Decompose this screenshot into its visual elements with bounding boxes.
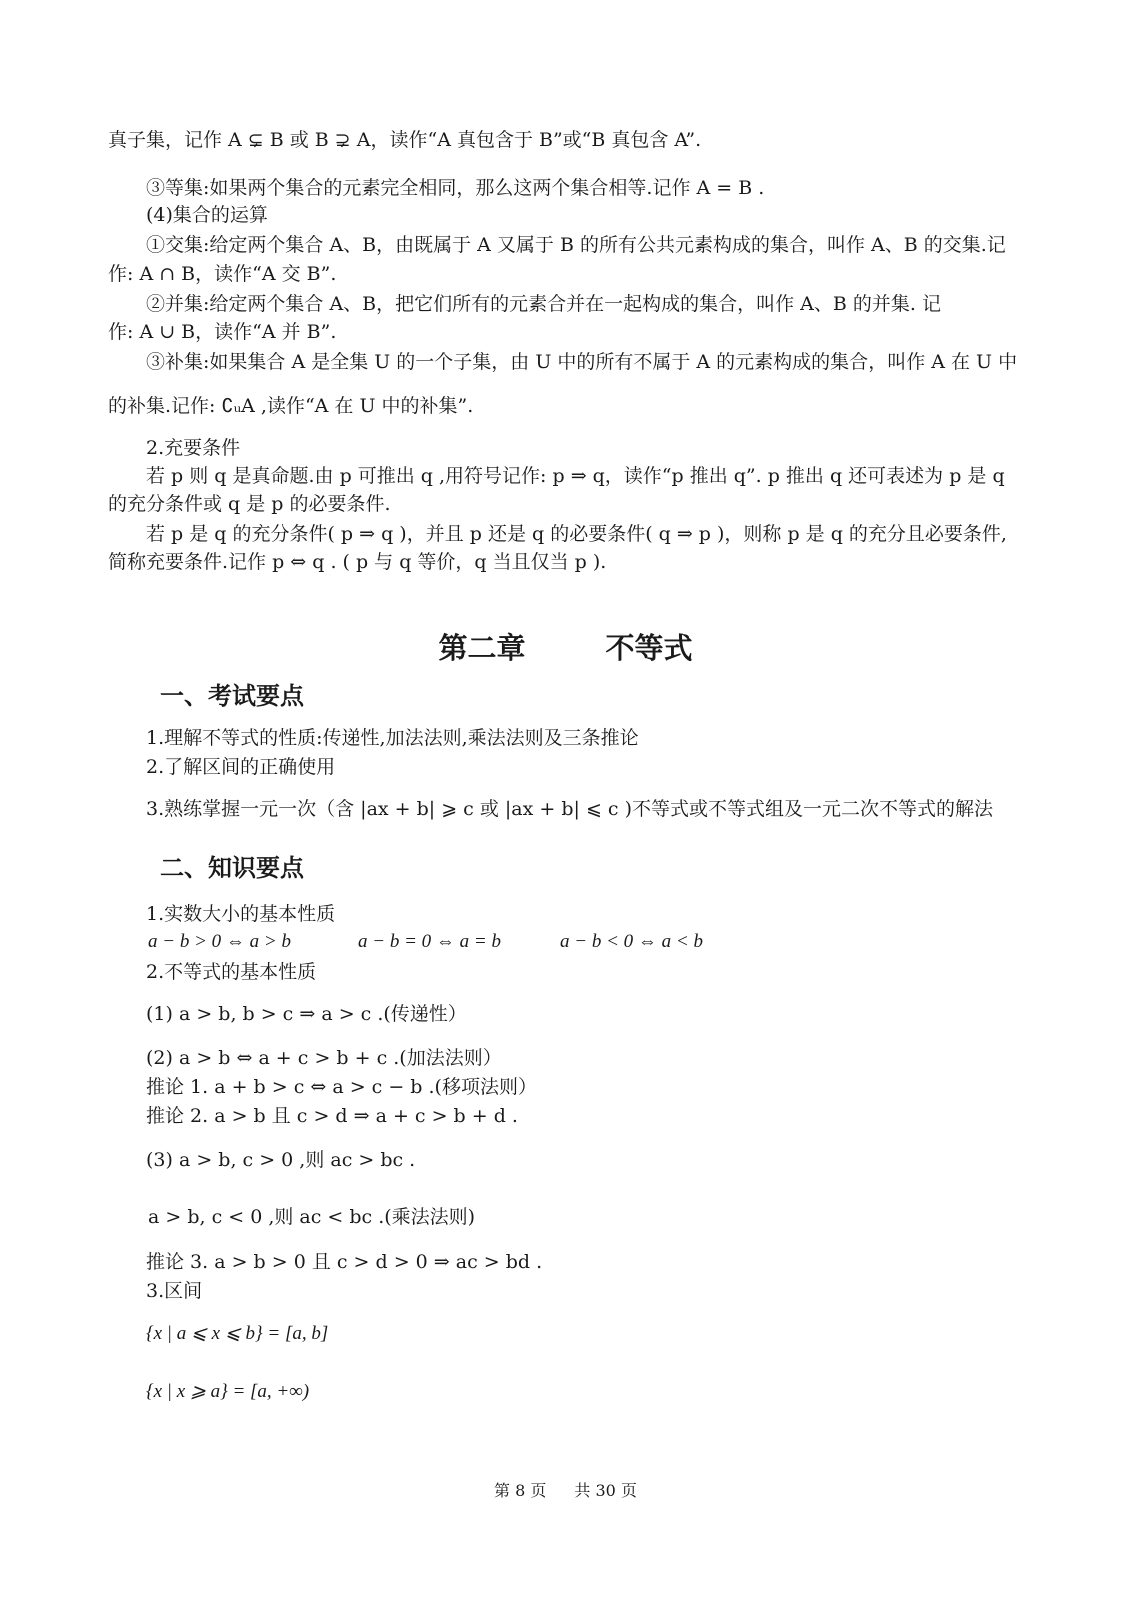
text-line: 若 p 是 q 的充分条件( p ⇒ q )，并且 p 还是 q 的必要条件( q ⇒ p )，则称 p 是 q 的充分且必要条件, [146,523,1007,545]
formula: 推论 3. a > b > 0 且 c > d > 0 ⇒ ac > bd . [146,1251,543,1273]
subheading: 2.不等式的基本性质 [146,961,317,983]
chapter-title [0,628,1131,668]
text-line: ①交集:给定两个集合 A、B，由既属于 A 又属于 B 的所有公共元素构成的集合，叫作 A、B 的交集.记 [146,234,1006,256]
formula: a − b = 0 ⇔ a = b [358,931,501,952]
chapter-name: 不等式 [605,631,693,665]
text-line: (4)集合的运算 [146,204,268,226]
formula: {x | a ⩽ x ⩽ b} = [a, b] [146,1323,329,1344]
formula: {x | x ⩾ a} = [a, +∞) [146,1381,310,1402]
list-item: 1.理解不等式的性质:传递性,加法法则,乘法法则及三条推论 [146,727,639,749]
page-footer [0,1480,1131,1502]
text-line: 简称充要条件.记作 p ⇔ q . ( p 与 q 等价，q 当且仅当 p ). [108,551,607,573]
formula: 推论 2. a > b 且 c > d ⇒ a + c > b + d . [146,1105,518,1127]
subheading: 1.实数大小的基本性质 [146,903,336,925]
formula: (3) a > b, c > 0 ,则 ac > bc . [146,1149,416,1171]
formula: a − b < 0 ⇔ a < b [560,931,703,952]
chapter-number: 第二章 [438,631,526,665]
subheading: 2.充要条件 [146,437,241,459]
text-line: 真子集，记作 A ⊊ B 或 B ⊋ A，读作“A 真包含于 B”或“B 真包含 A”. [108,129,702,151]
list-item: 3.熟练掌握一元一次（含 |ax + b| ⩾ c 或 |ax + b| ⩽ c )不等式或不等式组及一元二次不等式的解法 [146,798,993,820]
text-line: ③补集:如果集合 A 是全集 U 的一个子集，由 U 中的所有不属于 A 的元素构成的集合，叫作 A 在 U 中 [146,351,1018,373]
formula: a > b, c < 0 ,则 ac < bc .(乘法法则) [148,1206,476,1228]
text-line: 的充分条件或 q 是 p 的必要条件. [108,493,391,515]
text-line: 作: A ∩ B，读作“A 交 B”. [108,263,337,285]
page-number: 第 8 页 [494,1481,547,1500]
text-line: 的补集.记作: ∁ᵤA ,读作“A 在 U 中的补集”. [108,395,474,417]
text-line: 若 p 则 q 是真命题.由 p 可推出 q ,用符号记作: p ⇒ q，读作“p 推出 q”. p 推出 q 还可表述为 p 是 q [146,465,1005,487]
formula: 推论 1. a + b > c ⇔ a > c − b .(移项法则） [146,1076,537,1098]
text-line: ③等集:如果两个集合的元素完全相同，那么这两个集合相等.记作 A = B . [146,177,765,199]
text-line: 作: A ∪ B，读作“A 并 B”. [108,321,337,343]
subheading: 3.区间 [146,1280,203,1302]
formula: (2) a > b ⇔ a + c > b + c .(加法法则） [146,1047,502,1069]
section-heading: 一、考试要点 [160,682,304,710]
list-item: 2.了解区间的正确使用 [146,756,336,778]
text-line: ②并集:给定两个集合 A、B，把它们所有的元素合并在一起构成的集合，叫作 A、B 的并集. 记 [146,293,941,315]
formula: a − b > 0 ⇔ a > b [148,931,291,952]
total-pages: 共 30 页 [574,1481,637,1500]
section-heading: 二、知识要点 [160,854,304,882]
formula: (1) a > b, b > c ⇒ a > c .(传递性） [146,1003,467,1025]
